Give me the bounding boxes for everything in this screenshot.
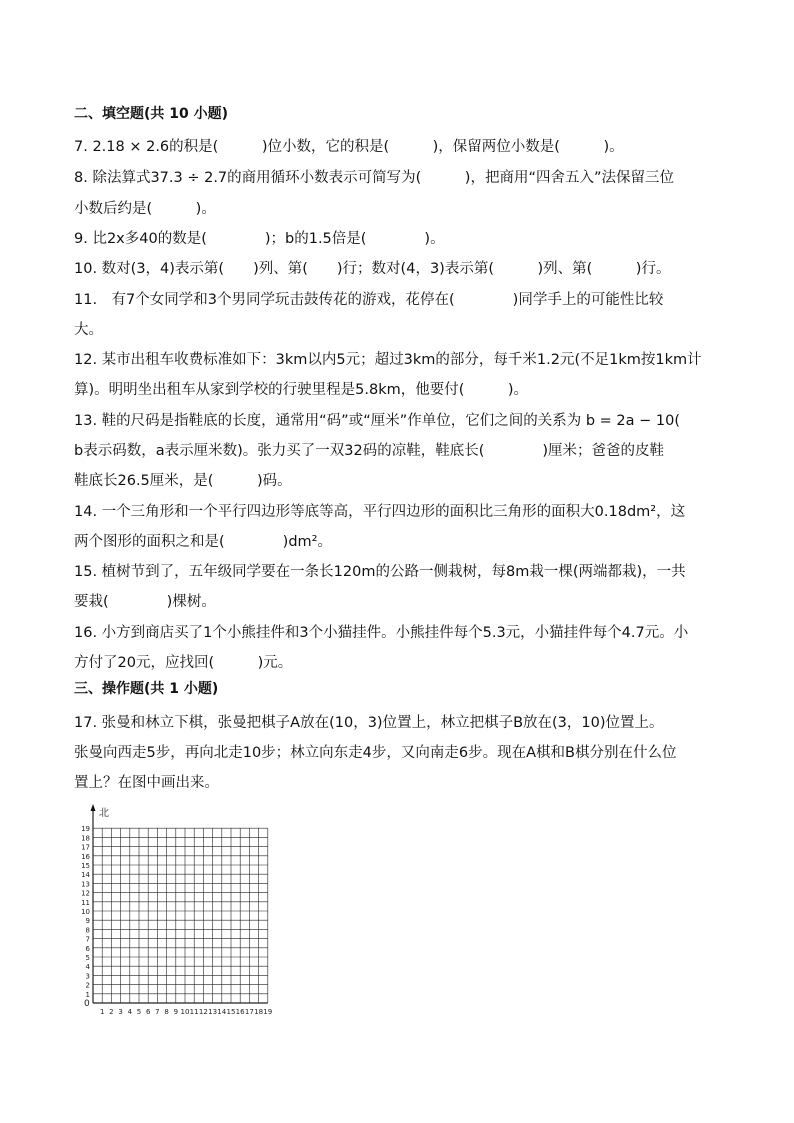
y-tick-label: 1	[85, 990, 90, 999]
north-label: 北	[99, 808, 109, 819]
grid-lines	[93, 808, 268, 1003]
question-10-line-1: 10. 数对(3，4)表示第( )列、第( )行；数对(4，3)表示第( )列、第( )行。	[74, 261, 671, 277]
y-tick-label: 11	[81, 898, 90, 907]
x-tick-label: 11	[189, 1008, 199, 1016]
x-tick-label: 1	[99, 1008, 105, 1016]
x-tick-label: 9	[173, 1008, 179, 1016]
y-tick-label: 17	[81, 843, 90, 852]
x-tick-label: 2	[109, 1008, 114, 1016]
coordinate-grid	[72, 800, 282, 1020]
y-tick-label: 9	[85, 917, 90, 926]
question-15-line-2: 要栽( )棵树。	[74, 594, 216, 610]
x-tick-label: 14	[217, 1008, 227, 1016]
question-11-line-1: 11. 有7个女同学和3个男同学玩击鼓传花的游戏，花停在( )同学手上的可能性比较	[74, 292, 664, 308]
y-tick-label: 8	[85, 926, 90, 935]
question-11-line-2: 大。	[74, 322, 103, 338]
question-17-line-1: 17. 张曼和林立下棋，张曼把棋子A放在(10，3)位置上，林立把棋子B放在(3，10)位置上。	[74, 715, 664, 731]
x-tick-label: 8	[164, 1008, 169, 1016]
question-17-line-2: 张曼向西走5步，再向北走10步；林立向东走4步，又向南走6步。现在A棋和B棋分别在什么位	[74, 745, 677, 761]
question-13-line-3: 鞋底长26.5厘米，是( )码。	[74, 473, 292, 489]
x-tick-label: 16	[235, 1008, 246, 1016]
y-tick-label: 10	[81, 908, 90, 916]
question-13-line-2: b表示码数，a表示厘米数)。张力买了一双32码的凉鞋，鞋底长( )厘米；爸爸的皮鞋	[74, 443, 665, 459]
y-tick-label: 13	[81, 880, 90, 889]
x-tick-label: 15	[226, 1008, 236, 1016]
question-14-line-1: 14. 一个三角形和一个平行四边形等底等高，平行四边形的面积比三角形的面积大0.18dm²，这	[74, 504, 686, 520]
x-tick-label: 13	[208, 1008, 218, 1016]
x-tick-label: 12	[198, 1008, 208, 1016]
question-17-line-3: 置上？在图中画出来。	[74, 775, 219, 791]
question-15-line-1: 15. 植树节到了，五年级同学要在一条长120m的公路一侧栽树，每8m栽一棵(两端都栽)，一共	[74, 564, 686, 580]
question-13-line-1: 13. 鞋的尺码是指鞋底的长度，通常用“码”或“厘米”作单位，它们之间的关系为 b = 2a − 10(	[74, 413, 680, 429]
question-12-line-1: 12. 某市出租车收费标准如下：3km以内5元；超过3km的部分，每千米1.2元(不足1km按1km计	[74, 352, 702, 368]
x-tick-label: 17	[244, 1008, 254, 1016]
question-16-line-1: 16. 小方到商店买了1个小熊挂件和3个小猫挂件。小熊挂件每个5.3元，小猫挂件每个4.7元。小	[74, 625, 689, 641]
x-tick-label: 18	[254, 1008, 264, 1016]
y-tick-label: 12	[81, 889, 90, 898]
x-tick-label: 19	[263, 1008, 273, 1016]
x-tick-label: 4	[127, 1008, 133, 1016]
y-tick-label: 4	[85, 963, 90, 972]
y-tick-label: 16	[81, 852, 90, 861]
y-tick-label: 3	[85, 972, 90, 981]
y-tick-label: 6	[85, 944, 90, 953]
x-tick-label: 6	[145, 1008, 151, 1016]
section-title-fill-in: 二、填空题(共 10 小题)	[74, 106, 229, 122]
question-12-line-2: 算)。明明坐出租车从家到学校的行驶里程是5.8km，他要付( )。	[74, 382, 529, 398]
x-tick-label: 5	[136, 1008, 142, 1016]
x-tick-label: 3	[118, 1008, 123, 1016]
y-tick-label: 15	[81, 862, 90, 870]
x-tick-label: 10	[180, 1008, 190, 1016]
question-16-line-2: 方付了20元，应找回( )元。	[74, 655, 293, 671]
question-8-line-2: 小数后约是( )。	[74, 201, 216, 217]
section-title-operation: 三、操作题(共 1 小题)	[74, 681, 219, 697]
origin-label: 0	[84, 999, 90, 1009]
north-arrow-icon	[91, 804, 96, 811]
question-7-line-1: 7. 2.18 × 2.6的积是( )位小数，它的积是( )，保留两位小数是( )。	[74, 139, 624, 155]
question-14-line-2: 两个图形的面积之和是( )dm²。	[74, 534, 332, 550]
x-tick-labels	[100, 1008, 272, 1016]
y-tick-label: 2	[85, 981, 90, 990]
y-tick-label: 18	[81, 834, 90, 843]
x-tick-label: 7	[155, 1008, 160, 1016]
question-8-line-1: 8. 除法算式37.3 ÷ 2.7的商用循环小数表示可简写为( )，把商用“四舍五入”法保留三位	[74, 170, 674, 186]
y-tick-label: 5	[85, 954, 90, 962]
y-tick-labels	[81, 825, 90, 999]
y-tick-label: 7	[85, 935, 90, 944]
y-tick-label: 19	[81, 825, 90, 834]
y-tick-label: 14	[81, 871, 90, 880]
question-9-line-1: 9. 比2x多40的数是( )；b的1.5倍是( )。	[74, 231, 445, 247]
